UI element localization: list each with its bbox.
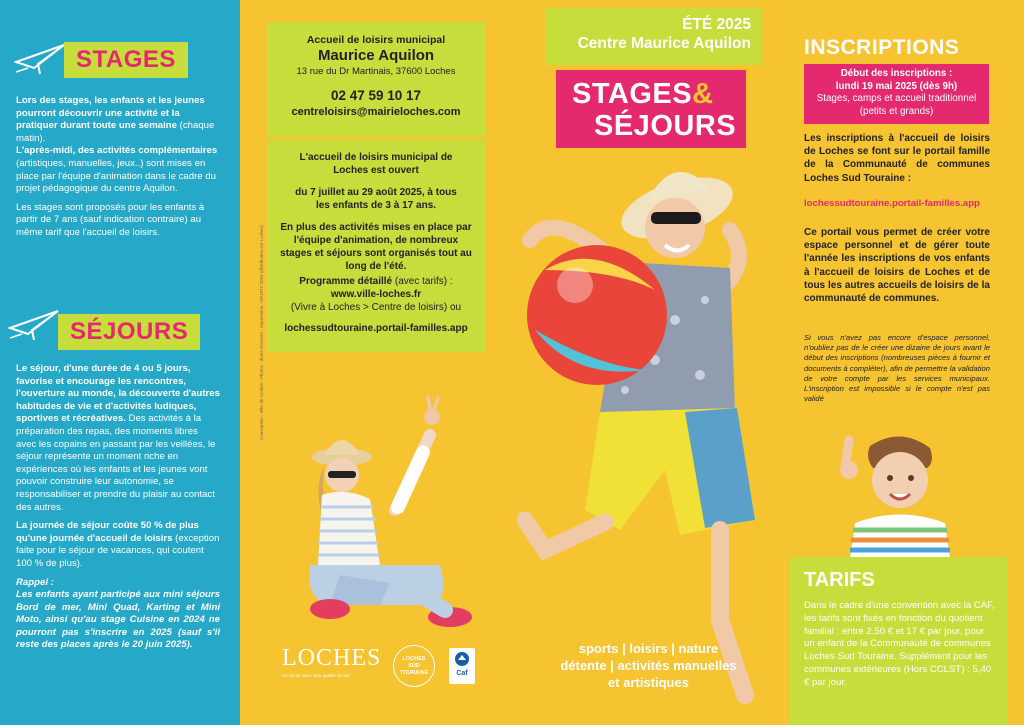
boy-pointing-photo — [835, 428, 955, 558]
start-label: Début des inscriptions : — [840, 68, 953, 79]
sejours-title: SÉJOURS — [58, 314, 200, 350]
activities-list: sports | loisirs | nature détente | activités manuelles et artistiques — [560, 641, 737, 690]
boy-with-beach-ball-photo — [505, 150, 790, 715]
paper-plane-icon — [8, 308, 60, 342]
paper-plane-icon — [14, 42, 66, 76]
season-label: ÉTÉ 2025 — [682, 16, 751, 33]
stages-text: Lors des stages, les enfants et les jeunes pourront découvrir une activité et la pratiquer durant toute une semaine (chaque matin). L'après-midi, des activités complémentaires (artistiques, manuelles, jeux..) sont mises en place par l'équipe d'animation dans le cadre du projet pédagogique du centre Aquilon. Les stages sont proposés pour les enfants à partir de 7 ans (sauf indication contraire) au même tarif que l'accueil de loisirs. — [16, 95, 218, 238]
accueil-label: Accueil de loisirs municipal — [306, 34, 446, 46]
season-header — [546, 8, 761, 65]
account-note: Si vous n'avez pas encore d'espace personnel, n'oubliez pas de le créer une dizaine de jours avant le début des inscriptions (nombreuses pièces à fournir et documents à compléter), afin de permettre la validation de votre compte par les services municipaux. L'inscription est impossible si le compte n'est pas validé — [804, 333, 990, 404]
start-sub: Stages, camps et accueil traditionnel (petits et grands) — [816, 93, 977, 117]
email-link[interactable]: centreloisirs@mairieloches.com — [291, 106, 461, 118]
credits-text: Conception : Ville de Loches - Photos : droits réservés - Impression : MAORY 2025 (distribution sur Loches) — [259, 225, 264, 440]
accueil-address: 13 rue du Dr Martinais, 37600 Loches — [296, 66, 456, 77]
start-date-box — [804, 64, 989, 124]
stages-title: STAGES — [64, 42, 188, 78]
phone-number[interactable]: 02 47 59 10 17 — [330, 88, 422, 103]
loches-logo: LOCHES Un art de vivre, une qualité de vie — [282, 645, 382, 678]
portal-link-2[interactable]: lochessudtouraine.portail-familles.app — [804, 198, 980, 209]
tarifs-box — [790, 557, 1007, 725]
caf-emblem-icon — [454, 651, 470, 667]
extra-text: En plus des activités mises en place par l'équipe d'animation, de nombreux stages et séjours sont organisés tout au long de l'été. — [280, 222, 472, 272]
main-title — [556, 70, 746, 148]
caf-logo: Caf — [449, 648, 475, 684]
contact-box — [267, 22, 485, 137]
site-path: (Vivre à Loches > Centre de loisirs) ou — [290, 302, 462, 313]
portal-description: Ce portail vous permet de créer votre espace personnel et de gérer toute l'année les inscriptions de vos enfants à l'accueil de loisirs de Loches et de tous les autres accueils de loisirs de la communauté de communes. — [804, 227, 990, 305]
portal-link[interactable]: lochessudtouraine.portail-familles.app — [284, 323, 468, 334]
inscriptions-intro: Les inscriptions à l'accueil de loisirs de Loches se font sur le portail famille de la Communauté de communes Loches Sud Touraine : — [804, 133, 990, 184]
start-date: lundi 19 mai 2025 (dès 9h) — [835, 80, 958, 92]
tarifs-title: TARIFS — [804, 569, 875, 591]
sejours-text: Le séjour, d'une durée de 4 ou 5 jours, favorise et encourage les rencontres, l'ouverture au monde, la découverte d'autres habitudes de vie et d'activités ludiques, sportives et récréatives. Des activités à la préparation des repas, des moments libres avec les copains en passant par les veillées, le séjour représente un moment riche en expériences où les enfants et les jeunes vont pouvoir construire leur autonomie, se responsabiliser et prendre du plaisir au contact des autres. La journée de séjour coûte 50 % de plus qu'une journée d'accueil de loisirs (exception faite pour le séjour de vacances, qui coutent 100 % de plus). Rappel : Les enfants ayant participé aux mini séjours Bord de mer, Mini Quad, Karting et Mini Moto, ainsi qu'au stage Cuisine en 2024 ne pourront pas s'inscrire en 2025 (sauf s'il reste des places après le 20 juin 2025). — [16, 363, 220, 651]
site-link[interactable]: www.ville-loches.fr — [330, 289, 422, 300]
title-stages: STAGES — [572, 78, 693, 110]
title-amp: & — [692, 78, 714, 110]
dates-text: du 7 juillet au 29 août 2025, à tous les enfants de 3 à 17 ans. — [295, 187, 457, 211]
inscriptions-title: INSCRIPTIONS — [804, 36, 960, 59]
title-sejours: SÉJOURS — [594, 110, 737, 142]
girl-sitting-photo — [300, 395, 480, 635]
programme-line: Programme détaillé (avec tarifs) : — [299, 276, 453, 287]
center-name: Centre Maurice Aquilon — [577, 35, 751, 52]
tarifs-text: Dans le cadre d'une convention avec la CAF, les tarifs sont fixés en fonction du quotient familial : entre 2,50 € et 17 € par jour, pour un enfant de la Communauté de communes Loches Sud Touraine. Supplément pour les communes extérieures (Hors CCLST) : 5,40 € par jour. — [804, 600, 995, 688]
info-box — [267, 140, 485, 352]
accueil-name: Maurice Aquilon — [317, 47, 435, 64]
open-text: L'accueil de loisirs municipal de Loches est ouvert — [299, 152, 453, 176]
loches-sud-touraine-logo: LOCHES SUD TOURAINE — [393, 645, 435, 687]
